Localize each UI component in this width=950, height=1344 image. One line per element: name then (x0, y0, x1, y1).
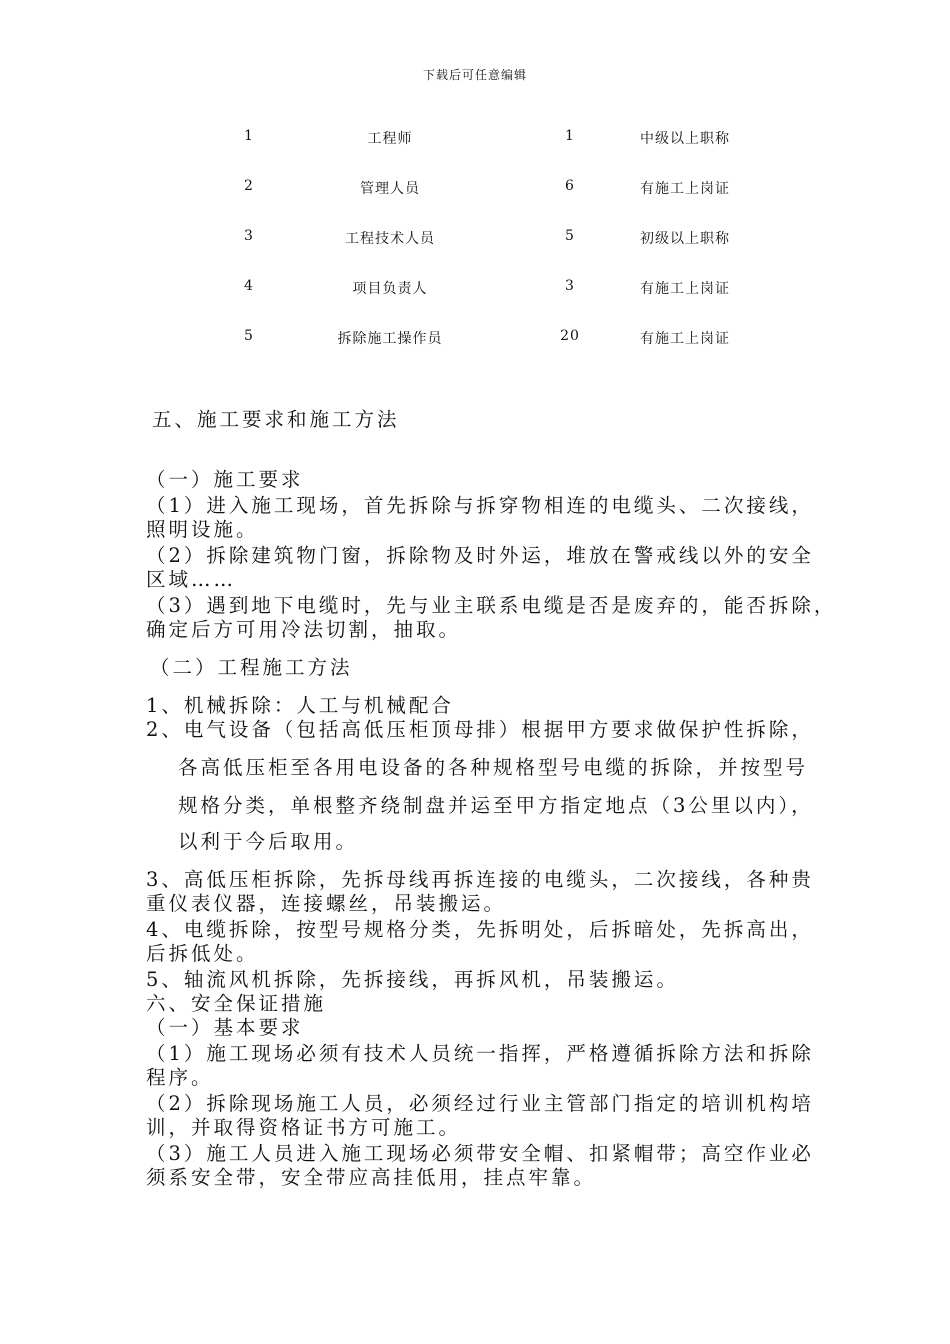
row-count: 1 (565, 128, 575, 144)
subsection-heading: （二）工程施工方法 (150, 656, 353, 679)
row-count: 20 (560, 328, 580, 344)
row-role: 项目负责人 (352, 281, 428, 297)
paragraph-line: （1）施工现场必须有技术人员统一指挥，严格遵循拆除方法和拆除 (146, 1042, 814, 1065)
paragraph-line: （2）拆除现场施工人员，必须经过行业主管部门指定的培训机构培 (146, 1092, 814, 1115)
paragraph-line: 后拆低处。 (146, 942, 259, 965)
paragraph-line: 重仪表仪器，连接螺丝，吊装搬运。 (146, 892, 507, 915)
paragraph-line: （1）进入施工现场，首先拆除与拆穿物相连的电缆头、二次接线， (146, 494, 814, 517)
section-heading: 五、施工要求和施工方法 (152, 408, 400, 431)
row-count: 6 (565, 178, 575, 194)
section-heading: 六、安全保证措施 (146, 992, 327, 1015)
row-index: 2 (244, 178, 254, 194)
row-index: 1 (244, 128, 254, 144)
row-count: 5 (565, 228, 575, 244)
paragraph-line: 2、电气设备（包括高低压柜顶母排）根据甲方要求做保护性拆除， (146, 718, 814, 741)
paragraph-line: （3）遇到地下电缆时，先与业主联系电缆是否是废弃的，能否拆除， (146, 594, 837, 617)
row-count: 3 (565, 278, 575, 294)
row-role: 管理人员 (360, 181, 420, 197)
paragraph-line: 区域…… (146, 568, 237, 591)
paragraph-line: 程序。 (146, 1066, 214, 1089)
paragraph-line: 4、电缆拆除，按型号规格分类，先拆明处，后拆暗处，先拆高出， (146, 918, 814, 941)
paragraph-line: （2）拆除建筑物门窗，拆除物及时外运，堆放在警戒线以外的安全 (146, 544, 814, 567)
paragraph-line: 各高低压柜至各用电设备的各种规格型号电缆的拆除，并按型号 (178, 756, 809, 779)
row-index: 5 (244, 328, 254, 344)
page-header: 下载后可任意编辑 (422, 68, 527, 82)
row-requirement: 有施工上岗证 (640, 281, 730, 297)
paragraph-line: 规格分类，单根整齐绕制盘并运至甲方指定地点（3公里以内）， (178, 794, 814, 817)
row-index: 4 (244, 278, 254, 294)
paragraph-line: 1、机械拆除：人工与机械配合 (146, 694, 454, 717)
row-role: 工程师 (367, 131, 413, 147)
row-requirement: 有施工上岗证 (640, 181, 730, 197)
row-requirement: 中级以上职称 (640, 131, 730, 147)
subsection-heading: （一）施工要求 (146, 468, 304, 491)
paragraph-line: 须系安全带，安全带应高挂低用，挂点牢靠。 (146, 1166, 597, 1189)
paragraph-line: 以利于今后取用。 (178, 830, 359, 853)
paragraph-line: 照明设施。 (146, 518, 259, 541)
paragraph-line: 确定后方可用冷法切割，抽取。 (146, 618, 462, 641)
paragraph-line: 训，并取得资格证书方可施工。 (146, 1116, 462, 1139)
paragraph-line: 5、轴流风机拆除，先拆接线，再拆风机，吊装搬运。 (146, 968, 679, 991)
subsection-heading: （一）基本要求 (146, 1016, 304, 1039)
row-requirement: 有施工上岗证 (640, 331, 730, 347)
row-role: 工程技术人员 (345, 231, 435, 247)
paragraph-line: 3、高低压柜拆除，先拆母线再拆连接的电缆头，二次接线，各种贵 (146, 868, 814, 891)
row-index: 3 (244, 228, 254, 244)
row-requirement: 初级以上职称 (640, 231, 730, 247)
paragraph-line: （3）施工人员进入施工现场必须带安全帽、扣紧帽带；高空作业必 (146, 1142, 814, 1165)
row-role: 拆除施工操作员 (337, 331, 443, 347)
